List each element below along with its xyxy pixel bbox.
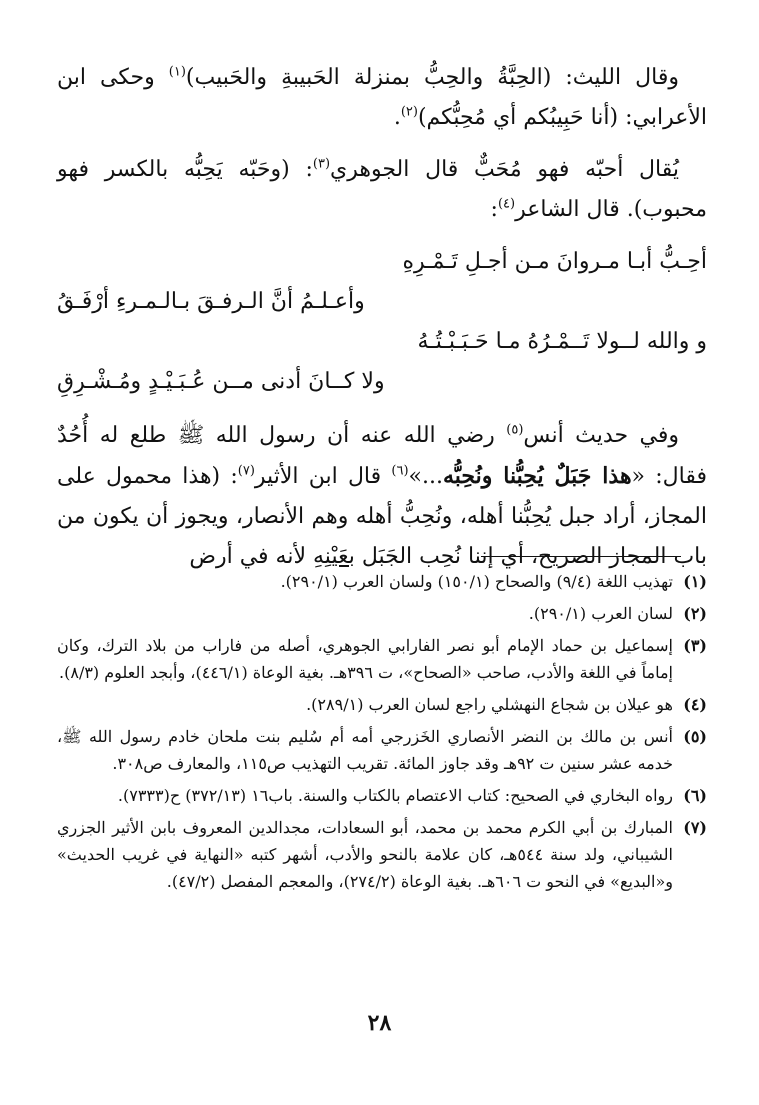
footnote-separator [481, 556, 681, 557]
poem-verse-2: وأعـلـمُ أنَّ الـرفـقَ بـالـمـرءِ أرْفَـقُ [57, 289, 365, 314]
paragraph-2-text-b: : (وحَبّه يَحِبُّه بالكسر فهو محبوب). قال الشاعر [57, 157, 707, 222]
page-number: ٢٨ [367, 1010, 392, 1036]
poem-verse-4: ولا كــانَ أدنى مــن عُـبَـيْـدٍ ومُـشْـرِقِ [57, 369, 385, 394]
footnote-number: (٢) [683, 604, 707, 623]
footnote-ref-5[interactable]: (٥) [506, 422, 524, 438]
footnote-number: (٤) [683, 695, 707, 714]
paragraph-1-text-a: وقال الليث: (الحِبَّةُ والحِبُّ بمنزلة الحَبيبةِ والحَبيب) [185, 65, 679, 90]
poem-verse-1: أحِـبُّ أبـا مـروانَ مـن أجـلِ تَـمْـرِهِ [402, 249, 707, 274]
paragraph-3-text-a: وفي حديث أنس [523, 423, 679, 448]
paragraph-3 [57, 416, 707, 577]
footnote-number: (٣) [683, 636, 707, 655]
footnote-text: إسماعيل بن حماد الإمام أبو نصر الفارابي الجوهري، أصله من فاراب من بلاد الترك، وكان إماماً في اللغة والأدب، صاحب «الصحاح»، ت ٣٩٦هـ. بغية الوعاة (٤٤٦/١)، وأبجد العلوم (٨/٣). [57, 636, 674, 682]
footnote-ref-3[interactable]: (٣) [312, 156, 331, 172]
paragraph-3-text-c: ...» [408, 464, 443, 489]
footnote-text: هو عيلان بن شجاع النهشلي راجع لسان العرب (٢٨٩/١). [306, 695, 673, 714]
footnote-ref-7[interactable]: (٧) [237, 463, 255, 479]
footnote-4 [57, 691, 707, 718]
main-text [57, 58, 707, 589]
footnote-7 [57, 814, 707, 895]
footnote-text: لسان العرب (٢٩٠/١). [528, 604, 673, 623]
footnote-2 [57, 600, 707, 627]
footnote-ref-2[interactable]: (٢) [400, 104, 418, 120]
poem-verse-3: و والله لــولا تَــمْـرُهُ مـا حَـبَـبْـتُـهُ [417, 329, 707, 354]
paragraph-1 [57, 58, 707, 138]
footnote-ref-4[interactable]: (٤) [497, 196, 516, 212]
footnote-6 [57, 782, 707, 809]
paragraph-3-text-e: : (هذا محمول على المجاز، أراد جبل يُحِبُّنا أهله، ونُحِبُّ أهله وهم الأنصار، ويجوز أن يكون من باب المجاز الصريح، أي إننا نُحِب الجَبَل [57, 464, 707, 569]
footnotes [57, 568, 707, 900]
paragraph-1-text-c: . [393, 105, 401, 130]
underlined-word: بعَيْنِهِ [313, 544, 355, 569]
footnote-number: (٥) [683, 727, 707, 746]
footnote-ref-1[interactable]: (١) [168, 64, 186, 80]
footnote-1 [57, 568, 707, 595]
footnote-text: أنس بن مالك بن النضر الأنصاري الخَزرجي أمه أم سُليم بنت ملحان خادم رسول الله ﷺ، خدمه عشر سنين ت ٩٢هـ وقد جاوز المائة. تقريب التهذيب ص١١٥، والمعارف ص٣٠٨. [57, 727, 674, 773]
footnote-text: رواه البخاري في الصحيح: كتاب الاعتصام بالكتاب والسنة. باب١٦ (٣٧٢/١٣) ح(٧٣٣٣). [117, 786, 673, 805]
footnote-number: (٧) [683, 818, 707, 837]
paragraph-2 [57, 150, 707, 230]
paragraph-3-text-f: لأنه في أرض [189, 544, 314, 569]
footnote-number: (١) [683, 572, 707, 591]
paragraph-1-text-b: وحكى ابن الأعرابي: (أنا حَبِيبُكم أي مُحِبُّكم) [57, 65, 707, 130]
footnote-text: تهذيب اللغة (٩/٤) والصحاح (١٥٠/١) ولسان العرب (٢٩٠/١). [280, 572, 673, 591]
footnote-text: المبارك بن أبي الكرم محمد بن محمد، أبو السعادات، مجدالدين المعروف بابن الأثير الجزري الشيباني، ولد سنة ٥٤٤هـ، كان علامة بالنحو والأدب، أشهر كتبه «النهاية في غريب الحديث» و«البديع» في النحو ت ٦٠٦هـ. بغية الوعاة (٢٧٤/٢)، والمعجم المفصل (٤٧/٢). [57, 818, 674, 891]
footnote-3 [57, 632, 707, 686]
footnote-5 [57, 723, 707, 777]
paragraph-3-text-b: رضي الله عنه أن رسول الله ﷺ طلع له أُحُدٌ فقال: « [57, 423, 707, 489]
poem [57, 242, 707, 402]
paragraph-2-text-a: يُقال أحبّه فهو مُحَبٌّ قال الجوهري [330, 157, 679, 182]
hadith-quote: هذا جَبَلٌ يُحِبُّنا ونُحِبُّه [442, 463, 632, 489]
paragraph-2-text-c: : [490, 197, 498, 222]
footnote-number: (٦) [683, 786, 707, 805]
footnote-ref-6[interactable]: (٦) [391, 463, 409, 479]
paragraph-3-text-d: قال ابن الأثير [254, 464, 392, 489]
